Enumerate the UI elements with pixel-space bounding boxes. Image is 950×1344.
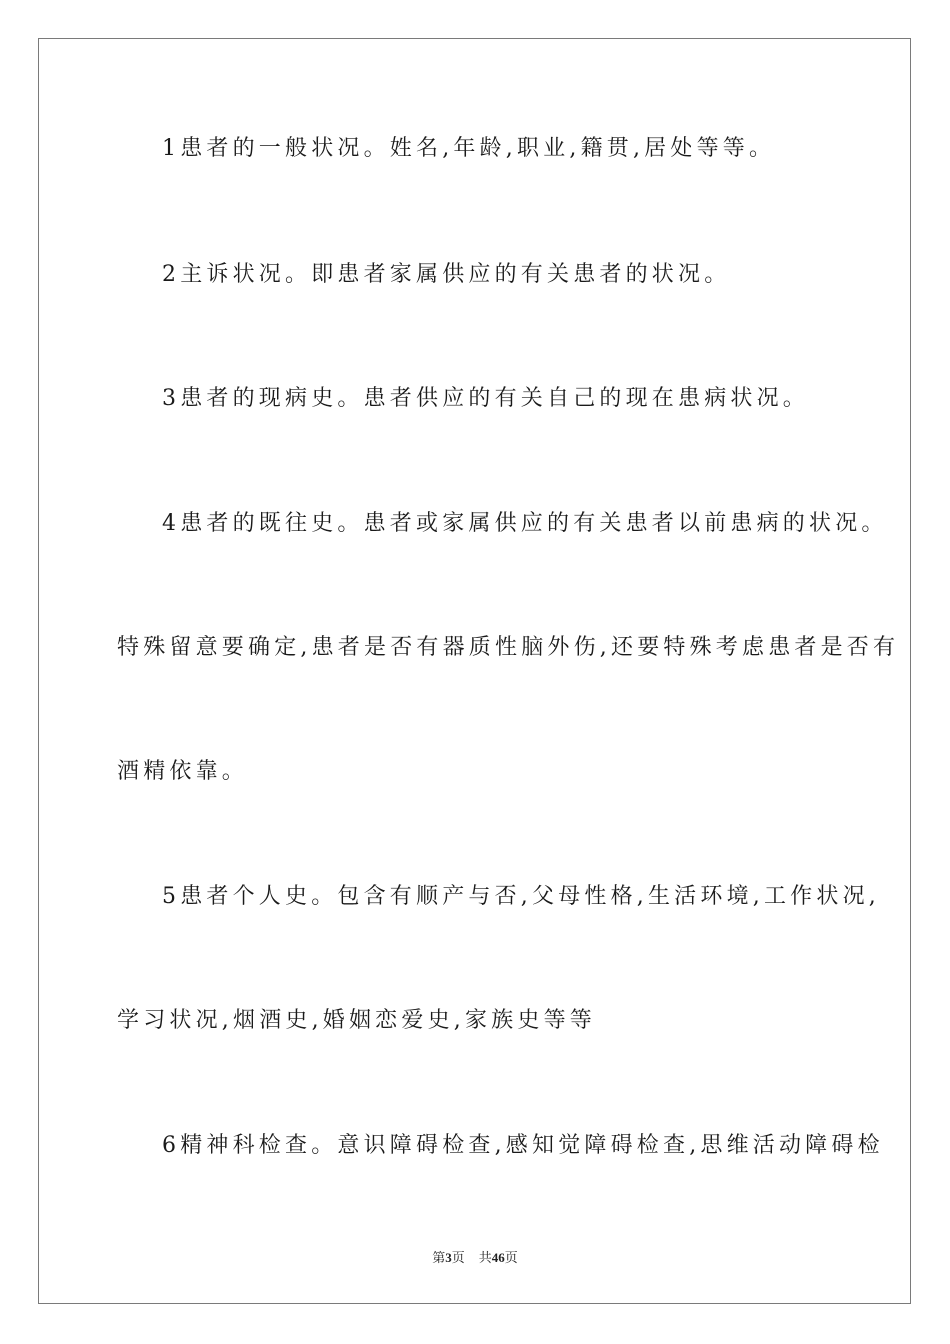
paragraph-line: 学习状况,烟酒史,婚姻恋爱史,家族史等等 <box>117 1008 596 1033</box>
total-prefix: 共 <box>478 1250 492 1265</box>
paragraph-line: 酒精依靠。 <box>117 759 249 784</box>
page-border <box>38 38 911 1304</box>
page-footer <box>0 1247 950 1266</box>
paragraph-line: 4患者的既往史。患者或家属供应的有关患者以前患病的状况。 <box>162 511 888 536</box>
total-suffix: 页 <box>504 1250 518 1265</box>
page-number: 3 <box>445 1250 452 1265</box>
paragraph-line: 6精神科检查。意识障碍检查,感知觉障碍检查,思维活动障碍检 <box>162 1133 884 1158</box>
total-pages: 46 <box>491 1250 505 1265</box>
paragraph-line: 5患者个人史。包含有顺产与否,父母性格,生活环境,工作状况, <box>162 884 880 909</box>
paragraph-line: 1患者的一般状况。姓名,年龄,职业,籍贯,居处等等。 <box>162 136 776 161</box>
paragraph-line: 2主诉状况。即患者家属供应的有关患者的状况。 <box>162 262 731 287</box>
page-suffix: 页 <box>451 1250 465 1265</box>
paragraph-line: 特殊留意要确定,患者是否有器质性脑外伤,还要特殊考虑患者是否有 <box>117 635 900 660</box>
page-prefix: 第 <box>432 1250 446 1265</box>
paragraph-line: 3患者的现病史。患者供应的有关自己的现在患病状况。 <box>162 386 809 411</box>
